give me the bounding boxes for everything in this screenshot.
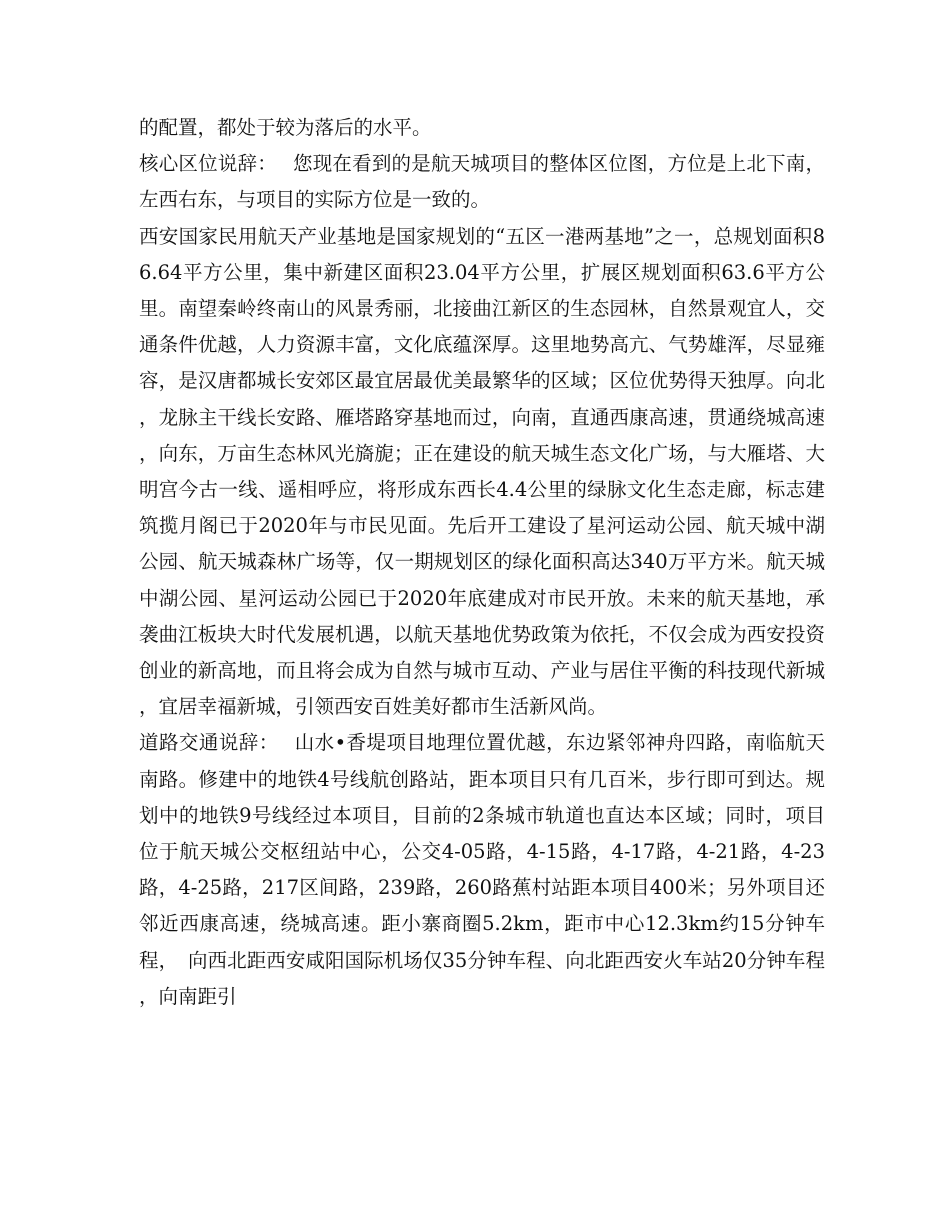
paragraph-text: 的配置，都处于较为落后的水平。 [139,116,432,139]
paragraph-continuation [139,110,825,146]
paragraph-text: 西安国家民用航天产业基地是国家规划的“五区一港两基地”之一，总规划面积86.64平方公里，集中新建区面积23.04平方公里，扩展区规划面积63.6平方公里。南望秦岭终南山的风景秀丽，北接曲江新区的生态园林，自然景观宜人，交通条件优越，人力资源丰富，文化底蕴深厚。这里地势高亢、气势雄浑，尽显雍容，是汉唐都城长安郊区最宜居最优美最繁华的区域；区位优势得天独厚。向北，龙脉主干线长安路、雁塔路穿基地而过，向南，直通西康高速，贯通绕城高速，向东，万亩生态林风光旖旎；正在建设的航天城生态文化广场，与大雁塔、大明宫今古一线、遥相呼应，将形成东西长4.4公里的绿脉文化生态走廊，标志建筑揽月阁已于2020年与市民见面。先后开工建设了星河运动公园、航天城中湖公园、航天城森林广场等，仅一期规划区的绿化面积高达340万平方米。航天城中湖公园、星河运动公园已于2020年底建成对市民开放。未来的航天基地，承袭曲江板块大时代发展机遇，以航天基地优势政策为依托，不仅会成为西安投资创业的新高地，而且将会成为自然与城市互动、产业与居住平衡的科技现代新城，宜居幸福新城，引领西安百姓美好都市生活新风尚。 [139,224,825,719]
paragraph-road-traffic [139,725,825,1015]
document-body [139,110,825,1015]
paragraph-heading-road-traffic: 道路交通说辞： [139,731,279,755]
paragraph-text: 山水•香堤项目地理位置优越，东边紧邻神舟四路，南临航天南路。修建中的地铁4号线航创路站，距本项目只有几百米，步行即可到达。规划中的地铁9号线经过本项目，目前的2条城市轨道也直达本区域；同时，项目位于航天城公交枢纽站中心，公交4-05路，4-15路，4-17路，4-21路，4-23路，4-25路，217区间路，239路，260路蕉村站距本项目400米；另外项目还邻近西康高速，绕城高速。距小寨商圈5.2km，距市中心12.3km约15分钟车程， 向西北距西安咸阳国际机场仅35分钟车程、向北距西安火车站20分钟车程，向南距引 [139,731,825,1008]
paragraph-aerospace-base [139,219,825,726]
paragraph-text: 您现在看到的是航天城项目的整体区位图，方位是上北下南，左西右东，与项目的实际方位是一致的。 [139,152,825,212]
paragraph-core-location [139,146,825,218]
paragraph-heading-core-location: 核心区位说辞： [139,152,277,176]
